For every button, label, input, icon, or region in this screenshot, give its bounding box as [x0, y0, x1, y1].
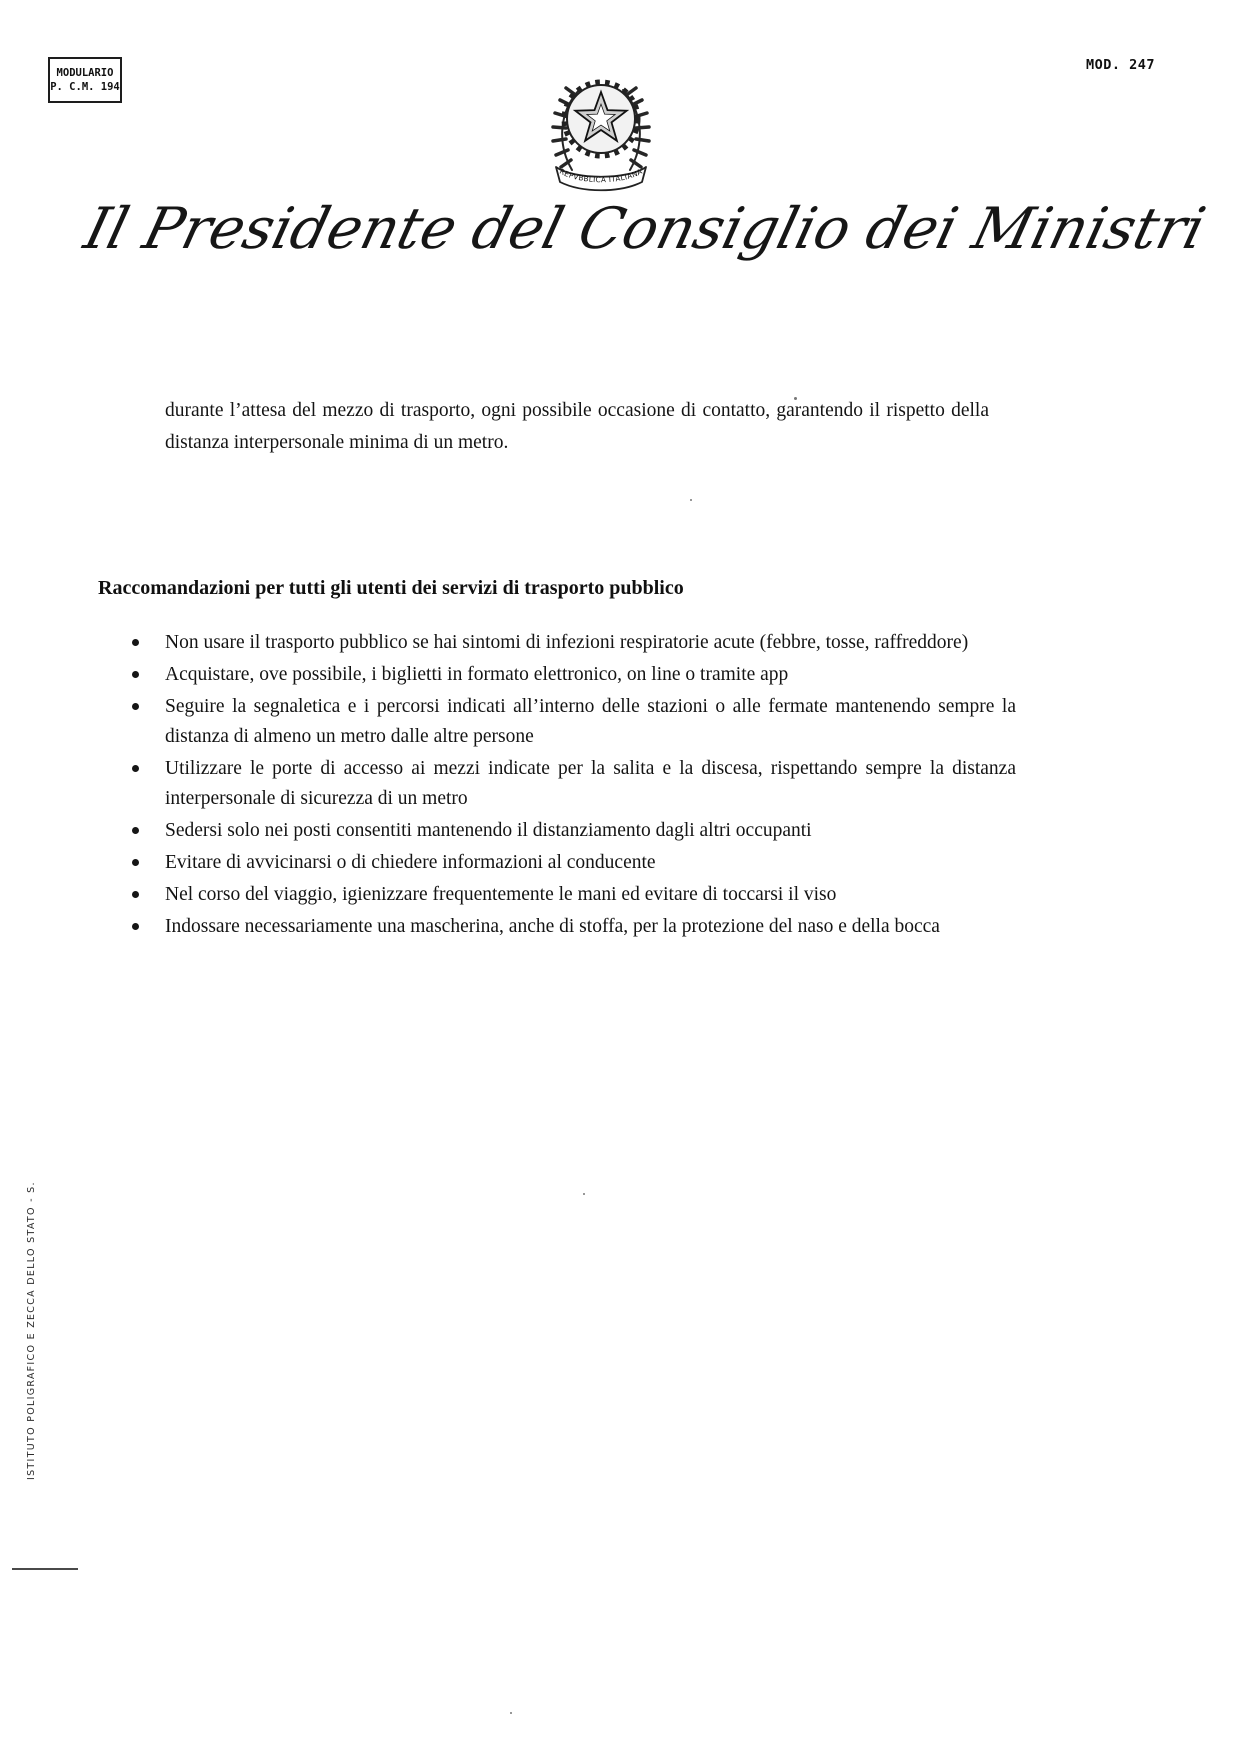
list-item: [132, 660, 1016, 690]
emblem-ribbon-text: REPVBBLICA ITALIANA: [558, 166, 644, 185]
bullet-icon: [132, 859, 139, 866]
italian-republic-emblem-icon: [546, 70, 656, 194]
list-item: [132, 628, 1016, 658]
letterhead-title: Il Presidente del Consiglio dei Ministri: [77, 196, 1212, 262]
list-item-text: Sedersi solo nei posti consentiti mantenendo il distanziamento dagli altri occupanti: [165, 820, 812, 841]
list-item-text: Evitare di avvicinarsi o di chiedere informazioni al conducente: [165, 852, 656, 873]
scan-speck: [794, 397, 797, 400]
modulario-line2: P. C.M. 194: [50, 81, 120, 93]
bullet-icon: [132, 671, 139, 678]
list-item-text: Non usare il trasporto pubblico se hai sintomi di infezioni respiratorie acute (febbre, tosse, raffreddore): [165, 632, 969, 653]
bullet-icon: [132, 703, 139, 710]
list-item: [132, 912, 1016, 942]
section-heading: Raccomandazioni per tutti gli utenti dei servizi di trasporto pubblico: [98, 576, 684, 599]
list-item: [132, 754, 1016, 814]
registration-line: [12, 1568, 78, 1570]
list-item-text: Seguire la segnaletica e i percorsi indicati all’interno delle stazioni o alle fermate mantenendo sempre la distanza di almeno un metro dalle altre persone: [165, 696, 1016, 747]
list-item: [132, 692, 1016, 752]
printer-imprint-vertical: ISTITUTO POLIGRAFICO E ZECCA DELLO STATO - S.: [26, 1181, 37, 1480]
bullet-icon: [132, 891, 139, 898]
modulario-line1: MODULARIO: [56, 67, 114, 79]
list-item-text: Indossare necessariamente una mascherina, anche di stoffa, per la protezione del naso e della bocca: [165, 916, 940, 937]
list-item-text: Utilizzare le porte di accesso ai mezzi indicate per la salita e la discesa, rispettando sempre la distanza interpersonale di sicurezza di un metro: [165, 758, 1016, 809]
scan-speck: [510, 1712, 512, 1714]
scan-speck: [690, 499, 692, 501]
recommendations-list: [132, 628, 1016, 944]
list-item: [132, 848, 1016, 878]
modulario-box: [48, 57, 122, 103]
intro-paragraph: durante l’attesa del mezzo di trasporto, ogni possibile occasione di contatto, garantendo il rispetto della distanza interpersonale minima di un metro.: [165, 399, 989, 453]
bullet-icon: [132, 827, 139, 834]
bullet-icon: [132, 765, 139, 772]
mod-number: MOD. 247: [1086, 57, 1156, 73]
scan-speck: [583, 1193, 585, 1195]
bullet-icon: [132, 923, 139, 930]
list-item: [132, 880, 1016, 910]
list-item: [132, 816, 1016, 846]
list-item-text: Acquistare, ove possibile, i biglietti in formato elettronico, on line o tramite app: [165, 664, 789, 685]
list-item-text: Nel corso del viaggio, igienizzare frequentemente le mani ed evitare di toccarsi il viso: [165, 884, 837, 905]
bullet-icon: [132, 639, 139, 646]
